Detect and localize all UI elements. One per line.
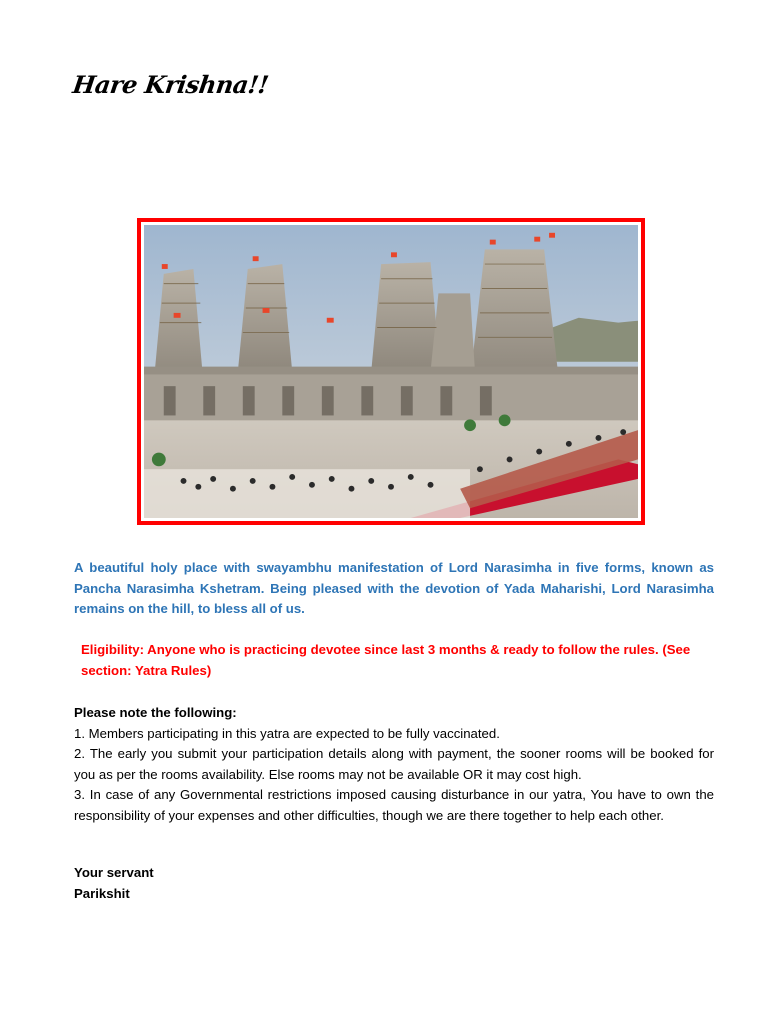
eligibility-note: Eligibility: Anyone who is practicing devotee since last 3 months & ready to follow the rules. (See section: Yatra Rules): [81, 642, 691, 678]
note-item-3: 3. In case of any Governmental restrictions imposed causing disturbance in our yatra, You have to own the responsibility of your expenses and other difficulties, though we are there together to help each other.: [74, 787, 714, 823]
signoff: [74, 863, 154, 904]
notes-section: [74, 703, 714, 826]
intro-paragraph: A beautiful holy place with swayambhu manifestation of Lord Narasimha in five forms, known as Pancha Narasimha Kshetram. Being pleased with the devotion of Yada Maharishi, Lord Narasimha remains on the hill, to bless all of us.: [74, 560, 714, 616]
greeting-heading: Hare Krishna!!: [70, 70, 271, 99]
signoff-closing: Your servant: [74, 865, 154, 880]
note-item-1: 1. Members participating in this yatra are expected to be fully vaccinated.: [74, 725, 500, 741]
note-item-2: 2. The early you submit your participation details along with payment, the sooner rooms will be booked for you as per the rooms availability. Else rooms may not be available OR it may cost high.: [74, 746, 714, 782]
signoff-name: Parikshit: [74, 885, 130, 901]
temple-photo-frame: [137, 218, 645, 525]
temple-photo: [144, 225, 638, 518]
notes-heading: Please note the following:: [74, 705, 237, 720]
